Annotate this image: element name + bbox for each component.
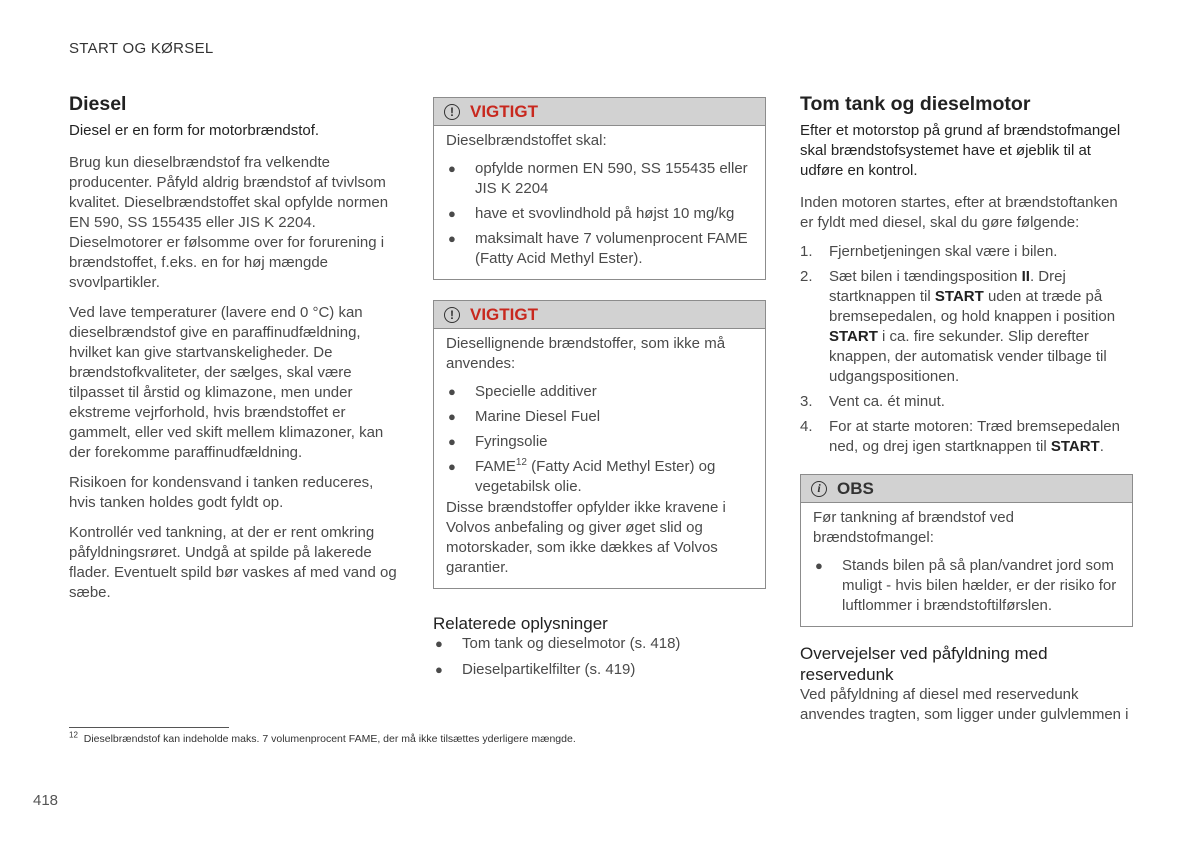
list-item: ● Stands bilen på så plan/vandret jord som muligt - hvis bilen hælder, er der risiko for luftlommer i brændstoftilførslen.	[815, 557, 1117, 614]
related-link[interactable]: ● Tom tank og dieselmotor (s. 418)	[435, 635, 681, 652]
footnote: $^{12}$ Dieselbrændstof kan indeholde maks. 7 volumenprocent FAME, der må ikke tilsættes yderligere mængde.	[69, 730, 576, 745]
related-list	[433, 634, 766, 680]
obs-title: OBS	[837, 478, 874, 498]
step-item: 2. Sæt bilen i tændingsposition II. Drej startknappen til START uden at træde på bremsepedalen, og hold knappen i position START i ca. fire sekunder. Slip derefter knappen, der automatisk vender tilbage til udgangspositionen.	[800, 268, 1116, 385]
page-number: 418	[33, 792, 59, 809]
step-item: 3. Vent ca. ét minut.	[800, 393, 945, 410]
footnote-divider	[69, 727, 229, 728]
steps-list	[800, 242, 1133, 457]
diesel-section	[69, 93, 401, 603]
exclamation-circle-icon: !	[444, 307, 460, 323]
warning-box-header	[434, 98, 765, 126]
section-title: Tom tank og dieselmotor	[800, 93, 1031, 115]
subsection-title: Overvejelser ved påfyldning med reservedunk	[800, 644, 1048, 684]
warning-box-header	[434, 301, 765, 329]
info-circle-icon: i	[811, 481, 827, 497]
related-link[interactable]: ● Dieselpartikelfilter (s. 419)	[435, 661, 636, 678]
obs-box	[800, 474, 1133, 627]
middle-column	[433, 97, 766, 680]
list-item: ● Specielle additiver	[448, 383, 597, 400]
list-item: ● Fyringsolie	[448, 433, 548, 450]
list-item: ● have et svovlindhold på højst 10 mg/kg	[448, 205, 735, 222]
related-info	[433, 613, 766, 680]
warning-box-body	[434, 329, 765, 588]
step-item: 4. For at starte motoren: Træd bremsepedalen ned, og drej igen startknappen til START.	[800, 418, 1120, 455]
exclamation-circle-icon: !	[444, 104, 460, 120]
warning-box	[433, 300, 766, 589]
lead-paragraph: Diesel er en form for motorbrændstof.	[69, 122, 320, 139]
warning-intro: Dieselbrændstoffet skal:	[446, 132, 607, 149]
body-paragraph: Kontrollér ved tankning, at der er rent omkring påfyldningsrøret. Undgå at spilde på lakerede flader. Eventuelt spild bør vaskes af med vand og sæbe.	[69, 524, 397, 601]
section-title: Diesel	[69, 93, 127, 115]
warning-outro: Disse brændstoffer opfylder ikke kravene i Volvos anbefaling og giver øget slid og motorskader, som ikke dækkes af Volvos garantier.	[446, 499, 726, 576]
lead-paragraph: Efter et motorstop på grund af brændstofmangel skal brændstofsystemet have et øjeblik til at udføre en kontrol.	[800, 122, 1121, 179]
list-item: ● opfylde normen EN 590, SS 155435 eller JIS K 2204	[448, 160, 748, 197]
obs-box-header	[801, 475, 1132, 503]
warning-box	[433, 97, 766, 280]
list-item: ● maksimalt have 7 volumenprocent FAME (Fatty Acid Methyl Ester).	[448, 230, 748, 267]
warning-list	[446, 382, 753, 497]
body-paragraph: Risikoen for kondensvand i tanken reduceres, hvis tanken holdes godt fyldt op.	[69, 474, 374, 511]
footnote-ref[interactable]: 12	[515, 457, 527, 468]
subsection-text: Ved påfyldning af diesel med reservedunk anvendes tragten, som ligger under gulvlemmen i	[800, 686, 1129, 723]
list-item: ● FAME$^{12}$ (Fatty Acid Methyl Ester) og vegetabilsk olie.	[448, 457, 716, 495]
empty-tank-section	[800, 93, 1133, 725]
intro-paragraph: Inden motoren startes, efter at brændstoftanken er fyldt med diesel, skal du gøre følgende:	[800, 194, 1118, 231]
warning-box-body	[434, 126, 765, 279]
body-paragraph: Brug kun dieselbrændstof fra velkendte producenter. Påfyld aldrig brændstof af tvivlsom kvalitet. Dieselbrændstoffet skal opfylde normen EN 590, SS 155435 eller JIS K 2204. Dieselmotorer er følsomme over for forurening i brændstoffet, f.eks. en for høj mængde svovlpartikler.	[69, 154, 389, 291]
chapter-header: START OG KØRSEL	[69, 40, 214, 57]
warning-title: VIGTIGT	[470, 101, 538, 121]
obs-intro: Før tankning af brændstof ved brændstofmangel:	[813, 509, 1014, 546]
related-title: Relaterede oplysninger	[433, 614, 608, 633]
obs-list	[813, 556, 1120, 616]
warning-title: VIGTIGT	[470, 304, 538, 324]
list-item: ● Marine Diesel Fuel	[448, 408, 601, 425]
warning-intro: Diesellignende brændstoffer, som ikke må anvendes:	[446, 335, 726, 372]
body-paragraph: Ved lave temperaturer (lavere end 0 °C) kan dieselbrændstof give en paraffinudfældning, hvilket kan give startvanskeligheder. De brændstofkvaliteter, der sælges, skal være tilpasset til årstid og klimazone, men under ekstreme vejrforhold, hvis brændstoffet er gammelt, eller ved skift mellem klimazoner, kan der forekomme paraffinudfældning.	[69, 304, 384, 461]
step-item: 1. Fjernbetjeningen skal være i bilen.	[800, 243, 1058, 260]
warning-list	[446, 159, 753, 269]
obs-box-body	[801, 503, 1132, 626]
